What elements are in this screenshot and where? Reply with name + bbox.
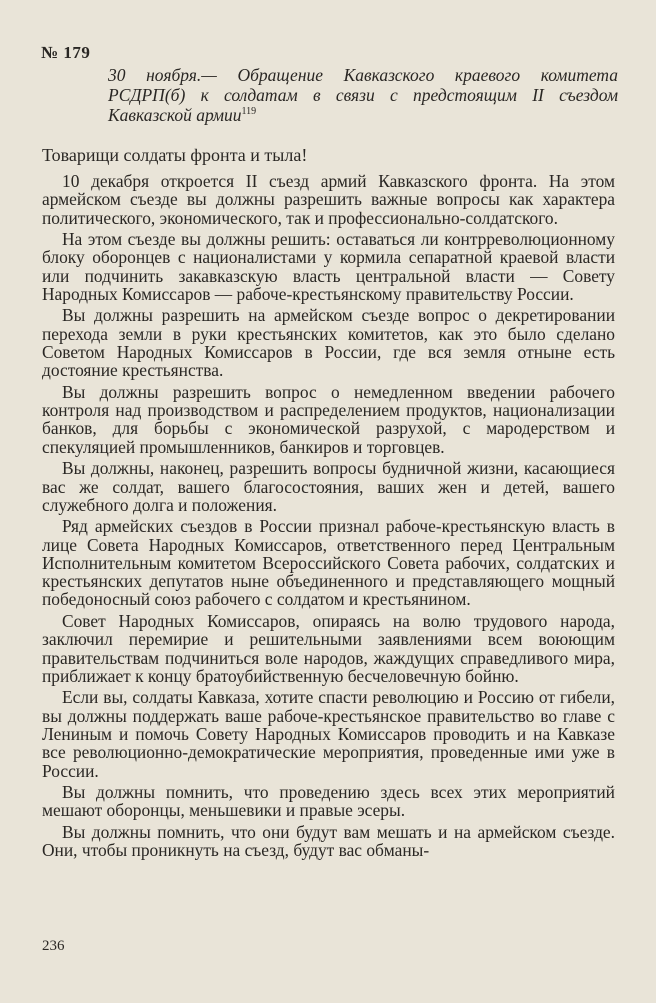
footnote-reference: 119 xyxy=(241,106,257,118)
paragraph: Вы должны, наконец, разрешить вопросы будничной жизни, касающиеся вас же солдат, вашего благосостояния, ваших жен и детей, вашего служебного долга и положения. xyxy=(42,458,615,515)
page-number: 236 xyxy=(42,938,65,954)
paragraph: Вы должны разрешить вопрос о немедленном введении рабочего контроля над производством и распределением продуктов, национализации банков, для борьбы с экономической разрухой, с мародерством и спекуляцией промышленников, банкиров и торговцев. xyxy=(42,381,615,457)
document-heading xyxy=(108,65,618,125)
paragraph: Вы должны помнить, что проведению здесь всех этих мероприятий мешают оборонцы, меньшевики и правые эсеры. xyxy=(42,782,615,821)
greeting: Товарищи солдаты фронта и тыла! xyxy=(42,145,308,165)
paragraph: Вы должны помнить, что они будут вам мешать и на армейском съезде. Они, чтобы проникнуть на съезд, будут вас обманы- xyxy=(42,821,615,861)
paragraph: На этом съезде вы должны решить: оставаться ли контрреволюционному блоку оборонцев с националистами у кормила сепаратной краевой власти или подчинить закавказскую власть центральной власти — Совету Народных Комиссаров — рабоче-крестьянскому правительству России. xyxy=(42,229,615,304)
paragraph: Ряд армейских съездов в России признал рабоче-крестьянскую власть в лице Совета Народных Комиссаров, ответственного перед Центральным Исполнительным комитетом Всероссийского Совета рабочих, солдатских и крестьянских депутатов ныне объединенного и представляющего мощный победоносный союз рабочего с солдатом и крестьянином. xyxy=(42,516,615,610)
paragraph: 10 декабря откроется II съезд армий Кавказского фронта. На этом армейском съезде вы должны разрешить важные вопросы как характера политического, экономического, так и профессионально-солдатского. xyxy=(42,171,615,228)
heading-text: 30 ноября.— Обращение Кавказского краевого комитета РСДРП(б) к солдатам в связи с предстоящим II съездом Кавказской армии xyxy=(108,65,618,125)
paragraph: Если вы, солдаты Кавказа, хотите спасти революцию и Россию от гибели, вы должны поддержать ваше рабоче-крестьянское правительство во главе с Лениным и помочь Совету Народных Комиссаров проводить и на Кавказе все революционно-демократические мероприятия, проведенные ими уже в России. xyxy=(42,687,615,781)
paragraph: Совет Народных Комиссаров, опираясь на волю трудового народа, заключил перемирие и решительными заявлениями всем воюющим правительствам подчиниться воле народов, жаждущих справедливого мира, приближает к концу братоубийственную бесчеловечную бойню. xyxy=(42,610,615,686)
paragraph: Вы должны разрешить на армейском съезде вопрос о декретировании перехода земли в руки крестьянских комитетов, как это было сделано Советом Народных Комиссаров в России, где вся земля отныне есть достояние крестьянства. xyxy=(42,305,615,381)
body-text xyxy=(42,172,615,863)
document-number: № 179 xyxy=(41,43,91,62)
